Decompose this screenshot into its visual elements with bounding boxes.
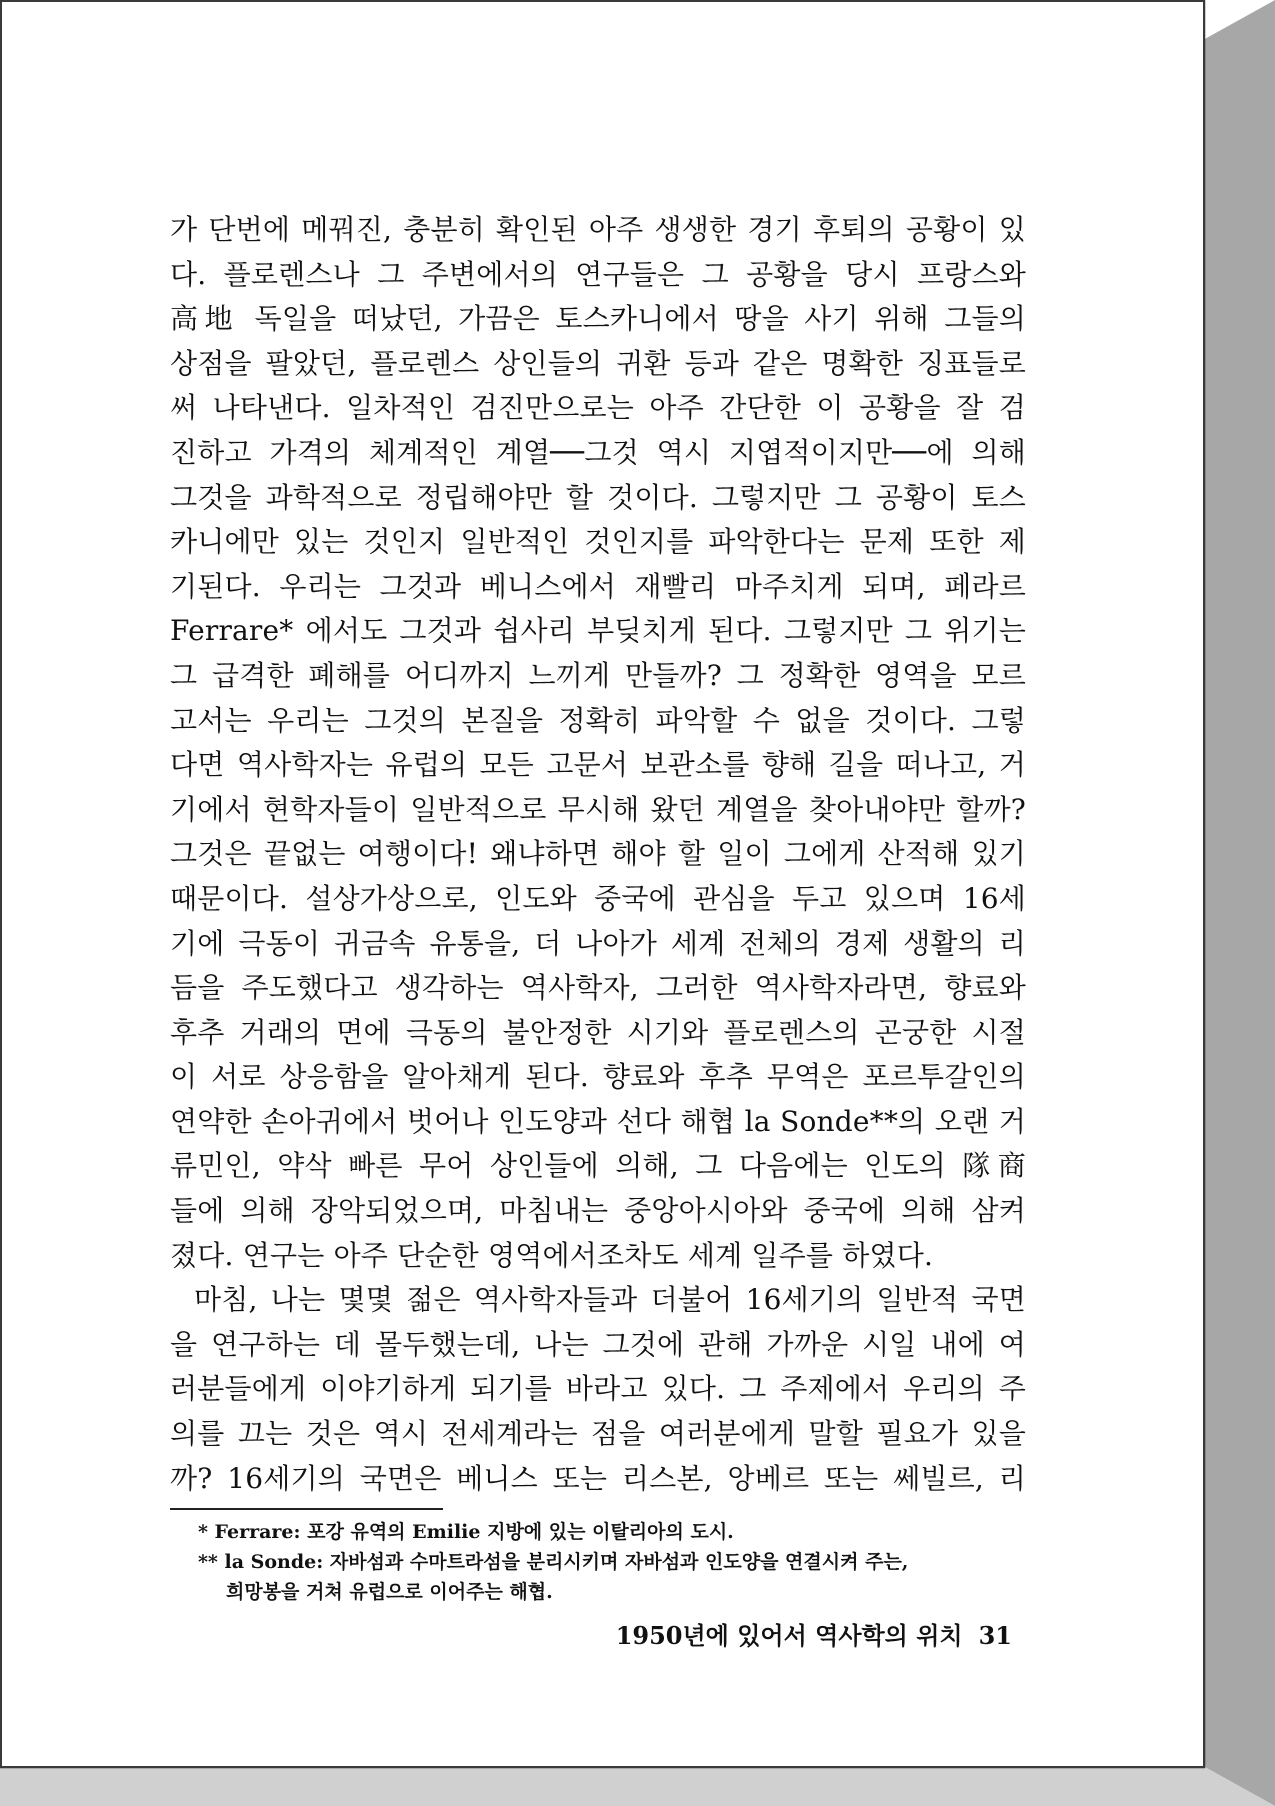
body-line: 그 급격한 폐해를 어디까지 느끼게 만들까? 그 정확한 영역을 모르	[170, 658, 1026, 692]
body-line-paragraph-start: 마침, 나는 몇몇 젊은 역사학자들과 더불어 16세기의 일반적 국면	[194, 1283, 1026, 1317]
body-line: 기된다. 우리는 그것과 베니스에서 재빨리 마주치게 되며, 페라르	[170, 569, 1026, 603]
body-line: 그것을 과학적으로 정립해야만 할 것이다. 그렇지만 그 공황이 토스	[170, 480, 1026, 514]
body-line: 듬을 주도했다고 생각하는 역사학자, 그러한 역사학자라면, 향료와	[170, 971, 1026, 1005]
body-line: 이 서로 상응함을 알아채게 된다. 향료와 후추 무역은 포르투갈인의	[170, 1060, 1026, 1094]
body-line: Ferrare* 에서도 그것과 쉽사리 부딪치게 된다. 그렇지만 그 위기는	[170, 614, 1026, 648]
body-line: 상점을 팔았던, 플로렌스 상인들의 귀환 등과 같은 명확한 징표들로	[170, 346, 1026, 380]
body-line: 그것은 끝없는 여행이다! 왜냐하면 해야 할 일이 그에게 산적해 있기	[170, 837, 1026, 871]
footnote-ferrare: * Ferrare: 포강 유역의 Emilie 지방에 있는 이탈리아의 도시.	[198, 1521, 734, 1543]
body-line: 후추 거래의 면에 극동의 불안정한 시기와 플로렌스의 곤궁한 시절	[170, 1015, 1026, 1049]
body-line: 기에서 현학자들이 일반적으로 무시해 왔던 계열을 찾아내야만 할까?	[170, 792, 1026, 826]
body-line: 의를 끄는 것은 역시 전세계라는 점을 여러분에게 말할 필요가 있을	[170, 1417, 1026, 1451]
body-line: 러분들에게 이야기하게 되기를 바라고 있다. 그 주제에서 우리의 주	[170, 1372, 1026, 1406]
footnote-la-sonde: ** la Sonde: 자바섬과 수마트라섬을 분리시키며 자바섬과 인도양을 연결시켜 주는,	[198, 1551, 909, 1573]
page-number: 31	[978, 1621, 1012, 1650]
body-line: 을 연구하는 데 몰두했는데, 나는 그것에 관해 가까운 시일 내에 여	[170, 1327, 1026, 1361]
book-edge-side	[1203, 0, 1275, 1806]
body-line: 때문이다. 설상가상으로, 인도와 중국에 관심을 두고 있으며 16세	[170, 881, 1026, 915]
body-text	[170, 208, 1026, 1501]
body-line: 기에 극동이 귀금속 유통을, 더 나아가 세계 전체의 경제 생활의 리	[170, 926, 1026, 960]
body-line: 가 단번에 메꿔진, 충분히 확인된 아주 생생한 경기 후퇴의 공황이 있	[170, 213, 1026, 246]
body-line: 들에 의해 장악되었으며, 마침내는 중앙아시아와 중국에 의해 삼켜	[170, 1194, 1026, 1228]
body-line: 高地 독일을 떠났던, 가끔은 토스카니에서 땅을 사기 위해 그들의	[170, 302, 1026, 336]
page-footer	[602, 1616, 1012, 1651]
body-line: 류민인, 약삭 빠른 무어 상인들에 의해, 그 다음에는 인도의 隊商	[170, 1149, 1026, 1183]
book-edge-bottom	[0, 1766, 1275, 1806]
footnotes	[198, 1517, 1028, 1607]
footnote-divider	[170, 1508, 443, 1510]
body-line: 다. 플로렌스나 그 주변에서의 연구들은 그 공황을 당시 프랑스와	[170, 257, 1026, 291]
body-line: 카니에만 있는 것인지 일반적인 것인지를 파악한다는 문제 또한 제	[170, 525, 1026, 559]
body-line: 연약한 손아귀에서 벗어나 인도양과 선다 해협 la Sonde**의 오랜 거	[170, 1104, 1026, 1138]
body-line: 까? 16세기의 국면은 베니스 또는 리스본, 앙베르 또는 쎄빌르, 리	[170, 1461, 1026, 1495]
running-title: 1950년에 있어서 역사학의 위치	[615, 1621, 963, 1650]
body-line-paragraph-end: 졌다. 연구는 아주 단순한 영역에서조차도 세계 일주를 하였다.	[170, 1238, 934, 1272]
body-line: 진하고 가격의 체계적인 계열──그것 역시 지엽적이지만──에 의해	[170, 435, 1026, 469]
body-line: 고서는 우리는 그것의 본질을 정확히 파악할 수 없을 것이다. 그렇	[170, 703, 1026, 737]
footnote-la-sonde-continued: 희망봉을 거쳐 유럽으로 이어주는 해협.	[226, 1581, 553, 1603]
body-line: 써 나타낸다. 일차적인 검진만으로는 아주 간단한 이 공황을 잘 검	[170, 391, 1026, 425]
body-line: 다면 역사학자는 유럽의 모든 고문서 보관소를 향해 길을 떠나고, 거	[170, 748, 1026, 782]
